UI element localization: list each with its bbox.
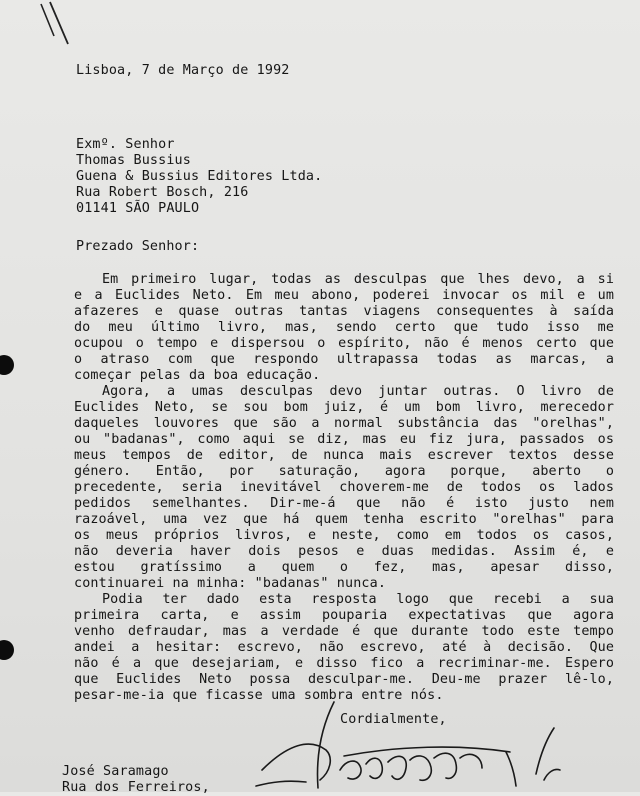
body-line: Euclides Neto, se sou bom juiz, é um bom livro, merecedor (74, 400, 614, 415)
recipient-line: 01141 SÃO PAULO (76, 201, 200, 216)
closing: Cordialmente, (340, 712, 447, 727)
body-line: do meu último livro, mas, sendo certo que tudo isso me (74, 320, 614, 335)
body-line: começar pelas da boa educação. (74, 368, 321, 383)
body-line: daqueles louvores que são a normal substância das "orelhas", (74, 416, 614, 431)
body-line: não é a que desejariam, e disso fico a recriminar-me. Espero (74, 656, 614, 671)
body-line: e a Euclides Neto. Em meu abono, poderei invocar os mil e um (74, 288, 614, 303)
body-line: pesar-me-ia que ficasse uma sombra entre nós. (74, 688, 444, 703)
body-line: que Euclides Neto possa desculpar-me. Deu-me prazer lê-lo, (74, 672, 614, 687)
recipient-line: Guena & Bussius Editores Ltda. (76, 169, 323, 184)
body-line: não deveria haver dois pesos e duas medidas. Assim é, e (74, 544, 614, 559)
body-line: os meus próprios livros, e neste, como em todos os casos, (74, 528, 614, 543)
pen-tick-marks (38, 0, 78, 48)
salutation: Prezado Senhor: (76, 239, 200, 254)
body-line: afazeres e quase outras tantas viagens consequentes à saída (74, 304, 614, 319)
letter-date: Lisboa, 7 de Março de 1992 (76, 63, 290, 78)
body-line: meus tempos de editor, de nunca mais escrever textos desse (74, 448, 614, 463)
body-line: o atraso com que respondo ultrapassa todas as marcas, a (74, 352, 614, 367)
body-line: razoável, uma vez que há quem tenha escrito "orelhas" para (74, 512, 614, 527)
body-line: Em primeiro lugar, todas as desculpas que lhes devo, a si (102, 272, 614, 287)
recipient-line: Exmº. Senhor (76, 137, 175, 152)
body-line: pedidos semelhantes. Dir-me-á que não é isto justo nem (74, 496, 614, 511)
body-line: género. Então, por saturação, agora porque, aberto o (74, 464, 614, 479)
recipient-line: Thomas Bussius (76, 153, 191, 168)
body-line: Agora, a umas desculpas devo juntar outras. O livro de (102, 384, 614, 399)
body-line: primeira carta, e assim pouparia expectativas que agora (74, 608, 614, 623)
body-line: ocupou o tempo e dispersou o espírito, não é menos certo que (74, 336, 614, 351)
body-line: andei a hesitar: escrevo, não escrevo, até à decisão. Que (74, 640, 614, 655)
body-line: venho defraudar, mas a verdade é que durante todo este tempo (74, 624, 614, 639)
body-line: precedente, seria inevitável choverem-me de todos os lados (74, 480, 614, 495)
sender-address: Rua dos Ferreiros, (62, 780, 210, 795)
punch-hole-bottom (0, 640, 14, 660)
handwritten-signature (248, 700, 578, 792)
body-line: Podia ter dado esta resposta logo que recebi a sua (102, 592, 614, 607)
body-line: ou "badanas", como aqui se diz, mas eu fiz jura, passados os (74, 432, 614, 447)
punch-hole-top (0, 355, 14, 375)
recipient-line: Rua Robert Bosch, 216 (76, 185, 249, 200)
body-line: continuarei na minha: "badanas" nunca. (74, 576, 387, 591)
sender-name: José Saramago (62, 764, 169, 779)
body-line: estou gratíssimo a quem o fez, mas, apesar disso, (74, 560, 614, 575)
